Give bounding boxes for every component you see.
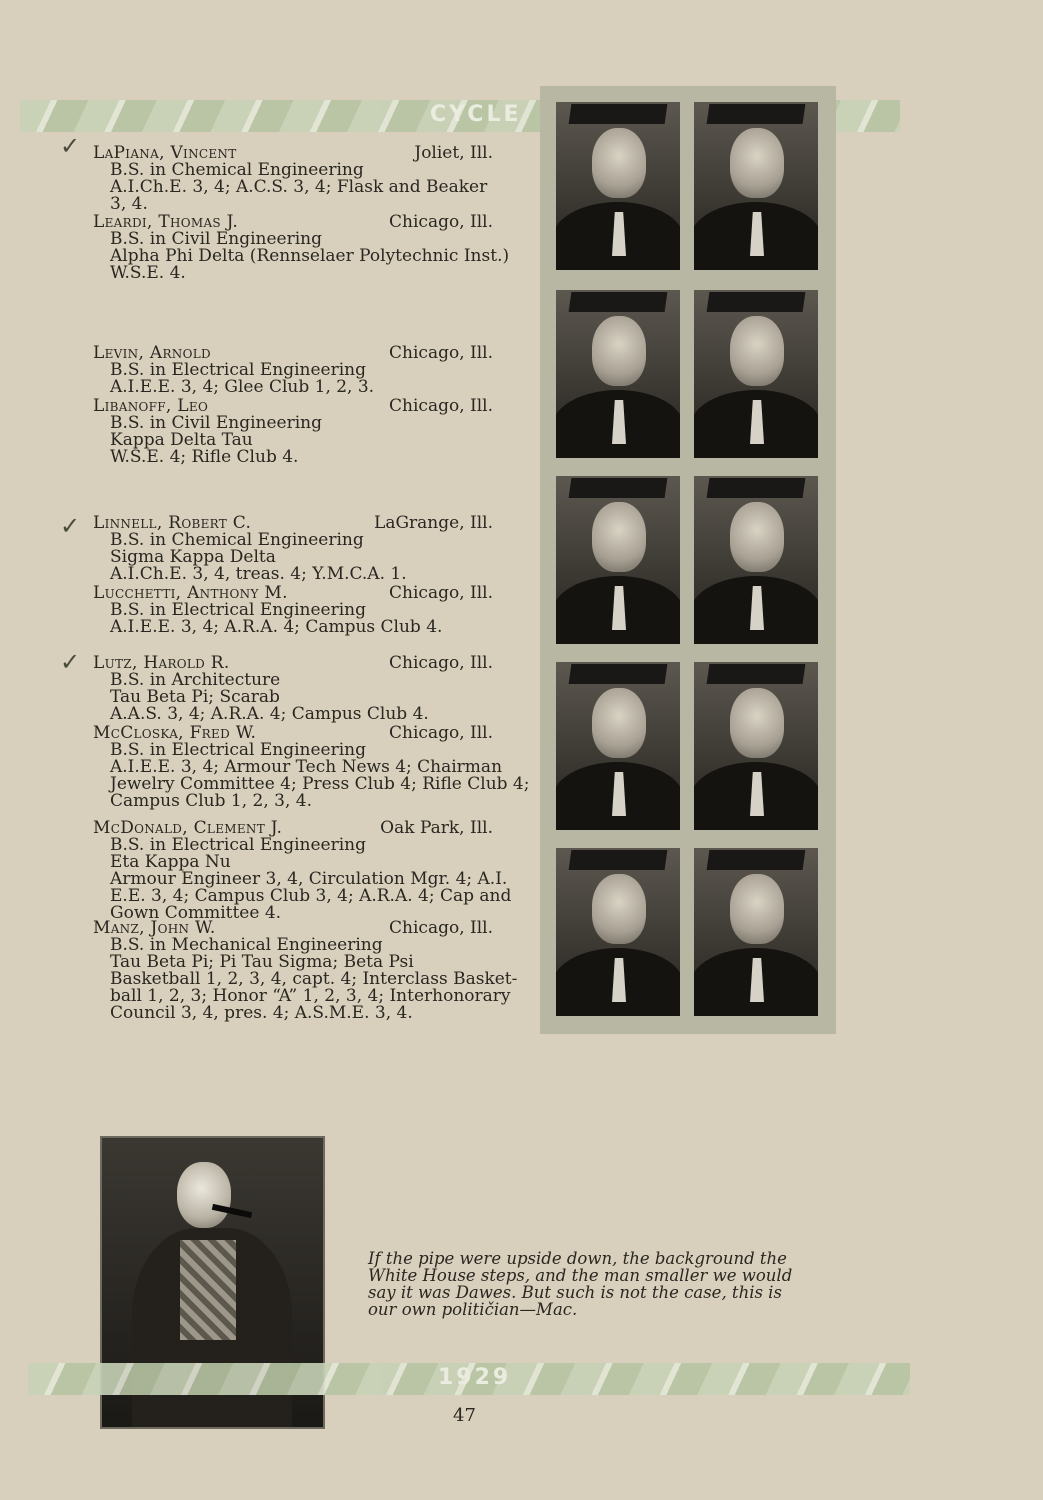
entry-line: B.S. in Electrical Engineering — [110, 360, 366, 380]
entry-line: W.S.E. 4; Rifle Club 4. — [110, 447, 299, 467]
entry-name: Linnell, Robert C. — [93, 513, 252, 533]
entry-name: Manz, John W. — [93, 918, 216, 938]
footer-year: 1929 — [438, 1365, 512, 1390]
portrait-photo — [694, 102, 818, 270]
entry-name: Levin, Arnold — [93, 343, 211, 363]
entry-name: LaPiana, Vincent — [93, 143, 237, 163]
entry-line: Basketball 1, 2, 3, 4, capt. 4; Interclass Basket- — [110, 969, 518, 989]
entry-line: A.I.E.E. 3, 4; Armour Tech News 4; Chairman — [110, 757, 503, 777]
entry-line: A.I.Ch.E. 3, 4, treas. 4; Y.M.C.A. 1. — [110, 564, 407, 584]
entry-city: Chicago, Ill. — [389, 343, 493, 363]
entry-name: Libanoff, Leo — [93, 396, 209, 416]
entry-city: Chicago, Ill. — [389, 396, 493, 416]
caption-line: White House steps, and the man smaller we would — [368, 1266, 793, 1285]
entry-libanoff — [93, 398, 493, 466]
entry-line: E.E. 3, 4; Campus Club 3, 4; A.R.A. 4; Cap and — [110, 886, 512, 906]
entry-name: Lutz, Harold R. — [93, 653, 230, 673]
check-mark-icon: ✓ — [60, 512, 81, 540]
entry-line: B.S. in Electrical Engineering — [110, 600, 366, 620]
portrait-photo — [694, 476, 818, 644]
entry-line: Tau Beta Pi; Scarab — [110, 687, 280, 707]
entry-mccloska — [93, 723, 530, 811]
portrait-photo — [556, 290, 680, 458]
entry-line: 3, 4. — [110, 194, 148, 214]
entry-name: McDonald, Clement J. — [93, 818, 283, 838]
entry-line: Eta Kappa Nu — [110, 852, 231, 872]
entry-line: Tau Beta Pi; Pi Tau Sigma; Beta Psi — [110, 952, 414, 972]
portrait-photo — [694, 848, 818, 1016]
header-title: CYCLE — [430, 102, 522, 127]
portrait-photo — [556, 102, 680, 270]
entry-line: A.I.Ch.E. 3, 4; A.C.S. 3, 4; Flask and Beaker — [110, 177, 488, 197]
entry-city: Chicago, Ill. — [389, 212, 493, 232]
entry-line: Kappa Delta Tau — [110, 430, 253, 450]
entry-line: A.I.E.E. 3, 4; A.R.A. 4; Campus Club 4. — [110, 617, 443, 637]
entry-city: Chicago, Ill. — [389, 653, 493, 673]
portrait-panel — [540, 86, 836, 1034]
entry-line: B.S. in Electrical Engineering — [110, 740, 366, 760]
entry-line: Gown Committee 4. — [110, 903, 282, 923]
entry-line: W.S.E. 4. — [110, 263, 186, 283]
portrait-photo — [556, 848, 680, 1016]
entry-line: ball 1, 2, 3; Honor “A” 1, 2, 3, 4; Interhonorary — [110, 986, 511, 1006]
entry-city: LaGrange, Ill. — [374, 513, 493, 533]
entry-linnell — [93, 515, 493, 583]
caption-line: If the pipe were upside down, the background the — [368, 1249, 787, 1268]
entry-name: Leardi, Thomas J. — [93, 212, 239, 232]
entry-city: Chicago, Ill. — [389, 918, 493, 938]
entry-line: Council 3, 4, pres. 4; A.S.M.E. 3, 4. — [110, 1003, 413, 1023]
entry-city: Oak Park, Ill. — [380, 818, 493, 838]
photo-caption — [368, 1249, 793, 1319]
page-number: 47 — [453, 1405, 476, 1426]
entry-line: A.A.S. 3, 4; A.R.A. 4; Campus Club 4. — [110, 704, 429, 724]
entry-name: McCloska, Fred W. — [93, 723, 257, 743]
portrait-photo — [556, 476, 680, 644]
entry-line: B.S. in Chemical Engineering — [110, 530, 364, 550]
check-mark-icon: ✓ — [60, 132, 81, 160]
entry-leardi — [93, 212, 510, 283]
entry-mcdonald — [93, 818, 512, 923]
portrait-photo — [694, 290, 818, 458]
caption-line: our own političian—Mac. — [368, 1300, 578, 1319]
entry-city: Joliet, Ill. — [414, 143, 493, 163]
entry-line: Campus Club 1, 2, 3, 4. — [110, 791, 312, 811]
entry-line: Jewelry Committee 4; Press Club 4; Rifle Club 4; — [110, 774, 530, 794]
entry-lapiana — [93, 145, 493, 213]
footer-band — [28, 1363, 910, 1395]
entry-levin — [93, 345, 493, 396]
entry-line: Armour Engineer 3, 4, Circulation Mgr. 4; A.I. — [110, 869, 508, 889]
entry-line: B.S. in Architecture — [110, 670, 281, 690]
entry-lucchetti — [93, 585, 493, 636]
caption-line: say it was Dawes. But such is not the case, this is — [368, 1283, 782, 1302]
entry-line: B.S. in Civil Engineering — [110, 413, 323, 433]
entry-manz — [93, 918, 518, 1023]
entry-line: Sigma Kappa Delta — [110, 547, 276, 567]
portrait-photo — [556, 662, 680, 830]
entry-name: Lucchetti, Anthony M. — [93, 583, 288, 603]
entry-lutz — [93, 655, 493, 723]
entry-line: B.S. in Chemical Engineering — [110, 160, 364, 180]
entry-line: B.S. in Electrical Engineering — [110, 835, 366, 855]
entry-line: Alpha Phi Delta (Rennselaer Polytechnic Inst.) — [110, 246, 510, 266]
check-mark-icon: ✓ — [60, 648, 81, 676]
portrait-photo — [694, 662, 818, 830]
entry-city: Chicago, Ill. — [389, 723, 493, 743]
entry-city: Chicago, Ill. — [389, 583, 493, 603]
entry-line: A.I.E.E. 3, 4; Glee Club 1, 2, 3. — [110, 377, 375, 397]
entry-line: B.S. in Civil Engineering — [110, 229, 323, 249]
senior-entries — [0, 0, 530, 1060]
entry-line: B.S. in Mechanical Engineering — [110, 935, 383, 955]
